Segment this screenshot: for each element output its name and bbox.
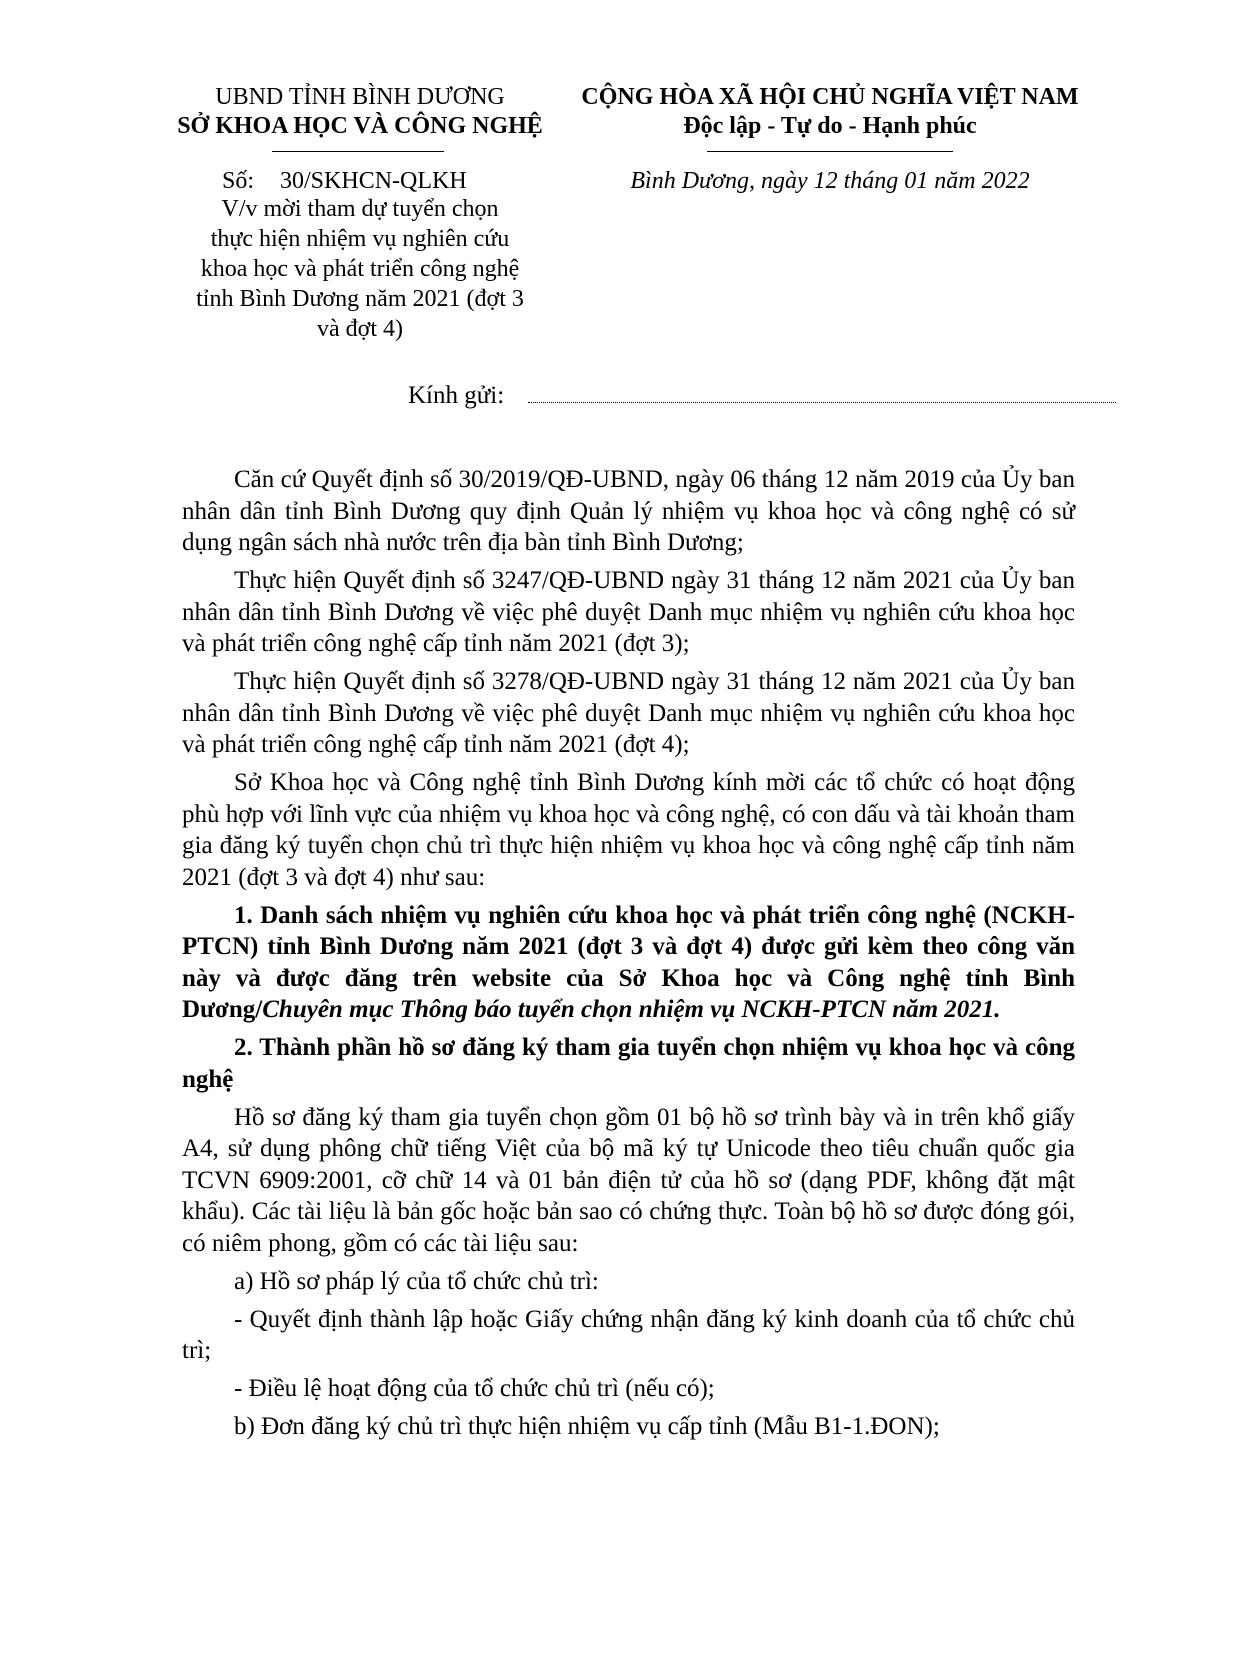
section-1-text: 1. Danh sách nhiệm vụ nghiên cứu khoa học và phát triển công nghệ (NCKH-PTCN) tỉnh Bình Dương năm 2021 (đợt 3 và đợt 4) được gửi kèm theo công văn này và được đăng trên website của Sở Khoa học và Công nghệ tỉnh Bình Dương/ — [182, 901, 1075, 1023]
paragraph-dossier: Hồ sơ đăng ký tham gia tuyển chọn gồm 01 bộ hồ sơ trình bày và in trên khổ giấy A4, sử dụng phông chữ tiếng Việt của bộ mã ký tự Unicode theo tiêu chuẩn quốc gia TCVN 6909:2001, cỡ chữ 14 và 01 bản điện tử của hồ sơ (dạng PDF, không đặt mật khẩu). Các tài liệu là bản gốc hoặc bản sao có chứng thực. Toàn bộ hồ sơ được đóng gói, có niêm phong, gồm có các tài liệu sau: — [182, 1103, 1075, 1257]
place-date: Bình Dương, ngày 12 tháng 01 năm 2022 — [630, 168, 1030, 194]
header-right-underline — [707, 151, 953, 152]
document-subject — [150, 194, 570, 344]
recipient-label: Kính gửi: — [408, 382, 505, 409]
issuing-authority: UBND TỈNH BÌNH DƯƠNG — [215, 84, 505, 110]
subject-line: thực hiện nhiệm vụ nghiên cứu — [210, 226, 510, 252]
header-left-underline — [272, 151, 444, 152]
document-number-value: 30/SKHCN-QLKH — [280, 168, 467, 194]
paragraph-decision-3278: Thực hiện Quyết định số 3278/QĐ-UBND ngày 31 tháng 12 năm 2021 của Ủy ban nhân dân tỉnh Bình Dương về việc phê duyệt Danh mục nhiệm vụ nghiên cứu khoa học và phát triển công nghệ cấp tỉnh năm 2021 (đợt 4); — [182, 668, 1075, 758]
paragraph-decision-3247: Thực hiện Quyết định số 3247/QĐ-UBND ngày 31 tháng 12 năm 2021 của Ủy ban nhân dân tỉnh Bình Dương về việc phê duyệt Danh mục nhiệm vụ nghiên cứu khoa học và phát triển công nghệ cấp tỉnh năm 2021 (đợt 3); — [182, 567, 1075, 657]
section-1-italic: Chuyên mục Thông báo tuyển chọn nhiệm vụ NCKH-PTCN năm 2021. — [262, 996, 1001, 1023]
document-number — [222, 166, 467, 196]
section-2-heading: 2. Thành phần hồ sơ đăng ký tham gia tuyển chọn nhiệm vụ khoa học và công nghệ — [182, 1034, 1075, 1093]
item-b: b) Đơn đăng ký chủ trì thực hiện nhiệm vụ cấp tỉnh (Mẫu B1-1.ĐON); — [234, 1413, 940, 1440]
recipient-dotted-line — [528, 402, 1116, 403]
item-a-2: - Điều lệ hoạt động của tổ chức chủ trì (nếu có); — [234, 1375, 715, 1402]
paragraph-legal-basis: Căn cứ Quyết định số 30/2019/QĐ-UBND, ngày 06 tháng 12 năm 2019 của Ủy ban nhân dân tỉnh Bình Dương quy định Quản lý nhiệm vụ khoa học và công nghệ có sử dụng ngân sách nhà nước trên địa bàn tỉnh Bình Dương; — [182, 466, 1075, 556]
subject-line: và đợt 4) — [316, 316, 403, 342]
item-a: a) Hồ sơ pháp lý của tổ chức chủ trì: — [234, 1267, 599, 1295]
paragraph-invitation: Sở Khoa học và Công nghệ tỉnh Bình Dương kính mời các tổ chức có hoạt động phù hợp với lĩnh vực của nhiệm vụ khoa học và công nghệ, có con dấu và tài khoản tham gia đăng ký tuyển chọn chủ trì thực hiện nhiệm vụ khoa học và công nghệ cấp tỉnh năm 2021 (đợt 3 và đợt 4) như sau: — [182, 769, 1075, 891]
document-body — [182, 464, 1075, 1449]
national-motto: Độc lập - Tự do - Hạnh phúc — [683, 113, 977, 139]
subject-line: khoa học và phát triển công nghệ — [200, 256, 520, 282]
subject-line: V/v mời tham dự tuyển chọn — [221, 196, 499, 222]
issuing-department: SỞ KHOA HỌC VÀ CÔNG NGHỆ — [177, 113, 543, 139]
section-1 — [182, 900, 1075, 1026]
subject-line: tỉnh Bình Dương năm 2021 (đợt 3 — [196, 286, 524, 312]
document-number-label: Số: — [222, 168, 255, 194]
national-title: CỘNG HÒA XÃ HỘI CHỦ NGHĨA VIỆT NAM — [581, 84, 1079, 110]
item-a-1: - Quyết định thành lập hoặc Giấy chứng nhận đăng ký kinh doanh của tổ chức chủ trì; — [182, 1305, 1075, 1364]
